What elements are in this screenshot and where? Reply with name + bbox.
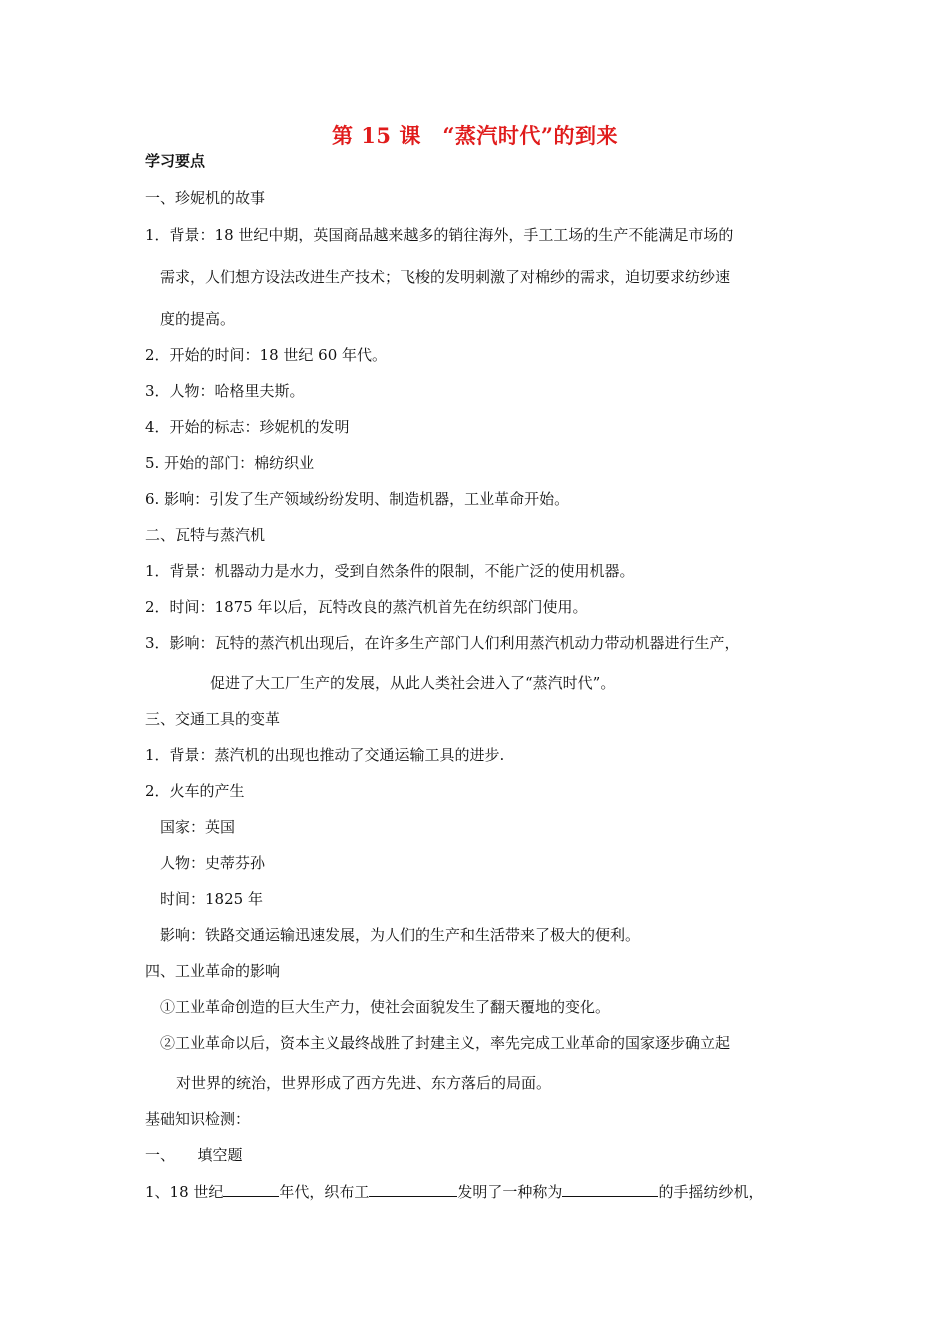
text-line: 四、工业革命的影响 [145, 962, 281, 980]
text-line: 2．时间：1875 年以后，瓦特改良的蒸汽机首先在纺织部门使用。 [145, 598, 588, 616]
text-line: 6. 影响：引发了生产领域纷纷发明、制造机器，工业革命开始。 [145, 490, 570, 508]
text-line: 国家：英国 [160, 818, 236, 836]
text-line: 3．影响：瓦特的蒸汽机出现后，在许多生产部门人们利用蒸汽机动力带动机器进行生产， [145, 634, 740, 652]
text-line: 5. 开始的部门：棉纺织业 [145, 454, 315, 472]
text-line: 二、瓦特与蒸汽机 [145, 526, 266, 544]
answer-blank-3[interactable] [562, 1180, 658, 1197]
question-1-part4: 的手摇纺纱机， [658, 1183, 764, 1201]
text-line: 一、珍妮机的故事 [145, 189, 266, 207]
text-line: 1．背景：蒸汽机的出现也推动了交通运输工具的进步. [145, 746, 505, 764]
text-line: 1．背景：18 世纪中期，英国商品越来越多的销往海外，手工工场的生产不能满足市场的 [145, 226, 734, 244]
text-line: 基础知识检测： [145, 1110, 251, 1128]
text-line: 4．开始的标志：珍妮机的发明 [145, 418, 350, 436]
text-line: 影响：铁路交通运输迅速发展，为人们的生产和生活带来了极大的便利。 [160, 926, 641, 944]
question-1-part3: 发明了一种称为 [457, 1183, 563, 1201]
question-1-part1: 1、18 世纪 [145, 1183, 224, 1201]
text-line: 一、 填空题 [145, 1146, 243, 1164]
text-line: 度的提高。 [160, 310, 236, 328]
fill-question-1 [145, 1180, 763, 1202]
text-line: 对世界的统治，世界形成了西方先进、东方落后的局面。 [176, 1074, 552, 1092]
text-line: 三、交通工具的变革 [145, 710, 281, 728]
text-line: 1．背景：机器动力是水力，受到自然条件的限制，不能广泛的使用机器。 [145, 562, 635, 580]
answer-blank-1[interactable] [223, 1180, 279, 1197]
text-line: 时间：1825 年 [160, 890, 263, 908]
text-line: 需求，人们想方设法改进生产技术；飞梭的发明刺激了对棉纱的需求，迫切要求纺纱速 [160, 268, 731, 286]
question-1-part2: 年代，织布工 [279, 1183, 370, 1201]
text-line: 3．人物：哈格里夫斯。 [145, 382, 305, 400]
text-line: 学习要点 [145, 152, 206, 170]
text-line: 促进了大工厂生产的发展，从此人类社会进入了“蒸汽时代”。 [210, 674, 616, 692]
text-line: 2．火车的产生 [145, 782, 245, 800]
text-line: 2．开始的时间：18 世纪 60 年代。 [145, 346, 388, 364]
text-line: ①工业革命创造的巨大生产力，使社会面貌发生了翻天覆地的变化。 [160, 998, 611, 1016]
page-title: 第 15 课 “蒸汽时代”的到来 [331, 123, 618, 148]
text-line: ②工业革命以后，资本主义最终战胜了封建主义，率先完成工业革命的国家逐步确立起 [160, 1034, 731, 1052]
text-line: 人物：史蒂芬孙 [160, 854, 266, 872]
answer-blank-2[interactable] [369, 1180, 457, 1197]
